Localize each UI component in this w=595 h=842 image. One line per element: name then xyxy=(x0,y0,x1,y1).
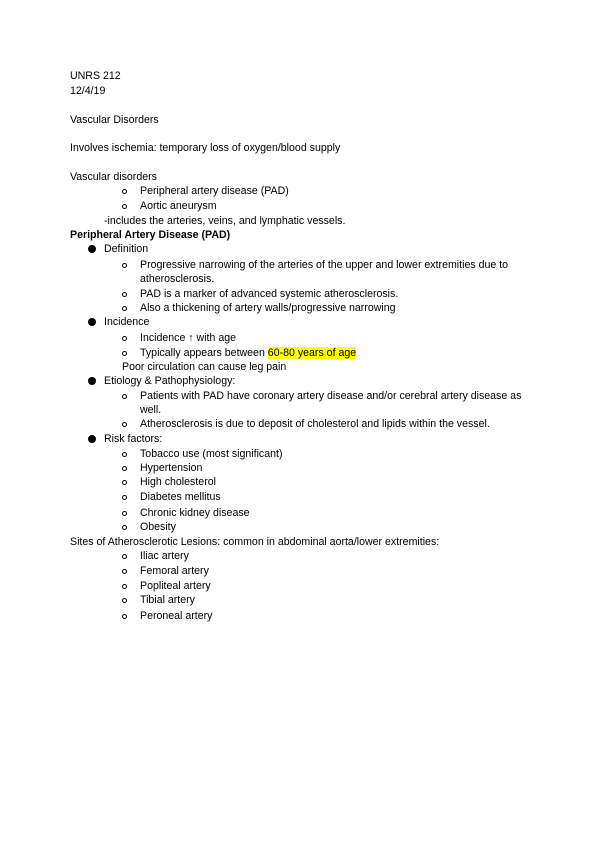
list-item: Patients with PAD have coronary artery disease and/or cerebral artery disease as xyxy=(140,390,522,402)
circle-bullet-icon xyxy=(122,394,127,399)
circle-bullet-icon xyxy=(122,306,127,311)
circle-bullet-icon xyxy=(122,466,127,471)
course-code: UNRS 212 xyxy=(70,70,121,82)
list-item xyxy=(140,346,565,360)
incidence-label: Incidence xyxy=(104,316,150,328)
list-item-continuation: atherosclerosis. xyxy=(140,273,215,285)
circle-bullet-icon xyxy=(122,292,127,297)
list-item: Obesity xyxy=(140,521,176,533)
circle-bullet-icon xyxy=(122,554,127,559)
circle-bullet-icon xyxy=(122,336,127,341)
list-item: Tibial artery xyxy=(140,594,195,606)
pad-heading: Peripheral Artery Disease (PAD) xyxy=(70,229,231,241)
filled-bullet-icon xyxy=(88,318,96,326)
vascular-heading: Vascular disorders xyxy=(70,171,157,183)
filled-bullet-icon xyxy=(88,377,96,385)
intro-text: Involves ischemia: temporary loss of oxygen/blood supply xyxy=(70,142,341,154)
list-item: Peroneal artery xyxy=(140,610,213,622)
risk-label: Risk factors: xyxy=(104,433,163,445)
list-item-continuation: well. xyxy=(140,404,162,416)
list-item: Popliteal artery xyxy=(140,580,211,592)
circle-bullet-icon xyxy=(122,452,127,457)
circle-bullet-icon xyxy=(122,422,127,427)
circle-bullet-icon xyxy=(122,614,127,619)
circle-bullet-icon xyxy=(122,569,127,574)
list-item: Chronic kidney disease xyxy=(140,507,250,519)
circle-bullet-icon xyxy=(122,495,127,500)
etiology-label: Etiology & Pathophysiology: xyxy=(104,375,236,387)
circle-bullet-icon xyxy=(122,189,127,194)
circle-bullet-icon xyxy=(122,584,127,589)
list-item: Tobacco use (most significant) xyxy=(140,448,283,460)
list-item-text: Typically appears between xyxy=(140,347,268,359)
list-item: Iliac artery xyxy=(140,550,189,562)
circle-bullet-icon xyxy=(122,204,127,209)
list-item: Hypertension xyxy=(140,462,203,474)
filled-bullet-icon xyxy=(88,245,96,253)
sites-heading: Sites of Atherosclerotic Lesions: common in abdominal aorta/lower extremities: xyxy=(70,536,440,548)
list-item: Peripheral artery disease (PAD) xyxy=(140,185,289,197)
note-date: 12/4/19 xyxy=(70,85,106,97)
list-item: Incidence ↑ with age xyxy=(140,332,236,344)
circle-bullet-icon xyxy=(122,263,127,268)
circle-bullet-icon xyxy=(122,525,127,530)
incidence-note: Poor circulation can cause leg pain xyxy=(122,361,287,373)
list-item: Aortic aneurysm xyxy=(140,200,217,212)
circle-bullet-icon xyxy=(122,511,127,516)
list-item: High cholesterol xyxy=(140,476,216,488)
vascular-note: -includes the arteries, veins, and lymphatic vessels. xyxy=(104,215,346,227)
filled-bullet-icon xyxy=(88,435,96,443)
circle-bullet-icon xyxy=(122,480,127,485)
circle-bullet-icon xyxy=(122,351,127,356)
list-item: PAD is a marker of advanced systemic atherosclerosis. xyxy=(140,288,399,300)
circle-bullet-icon xyxy=(122,598,127,603)
list-item: Atherosclerosis is due to deposit of cholesterol and lipids within the vessel. xyxy=(140,418,490,430)
highlighted-text: 60-80 years of age xyxy=(267,347,357,359)
definition-label: Definition xyxy=(104,243,149,255)
list-item: Also a thickening of artery walls/progressive narrowing xyxy=(140,302,396,314)
list-item: Femoral artery xyxy=(140,565,209,577)
list-item: Progressive narrowing of the arteries of the upper and lower extremities due to xyxy=(140,259,509,271)
page-title: Vascular Disorders xyxy=(70,114,159,126)
list-item: Diabetes mellitus xyxy=(140,491,221,503)
